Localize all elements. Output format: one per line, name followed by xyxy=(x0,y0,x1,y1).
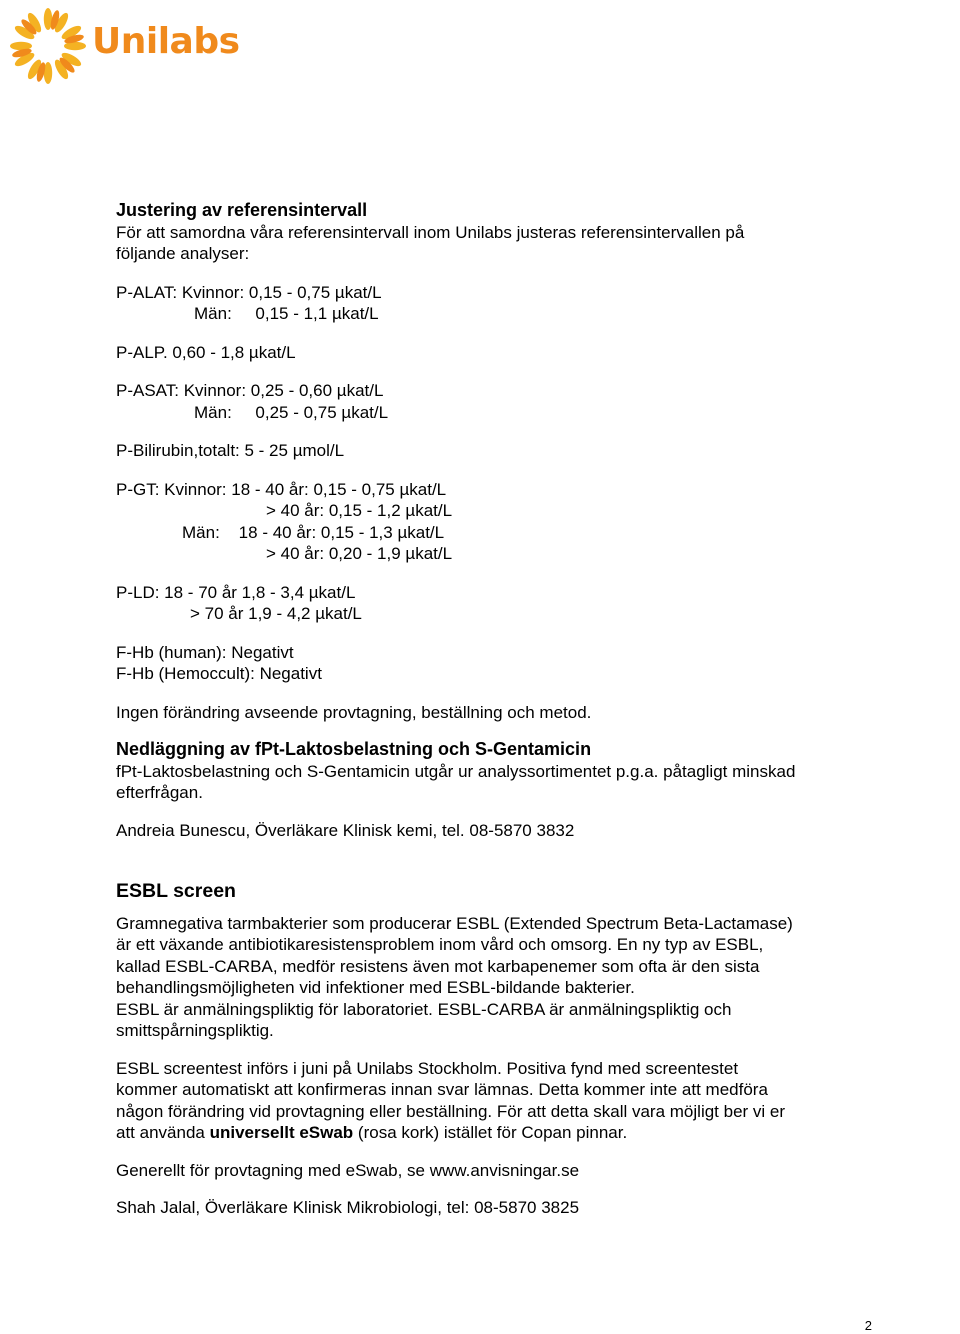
fhb-human: F-Hb (human): Negativt xyxy=(116,642,294,662)
discontinued-body: fPt-Laktosbelastning och S-Gentamicin utgår ur analyssortimentet p.g.a. påtagligt minskad xyxy=(116,761,796,781)
esbl-paragraph-line: kallad ESBL-CARBA, medför resistens även mot karbapenemer som ofta är den sista xyxy=(116,956,760,976)
gt-men-over-40: > 40 år: 0,20 - 1,9 µkat/L xyxy=(266,544,453,563)
signature-clinical-chemistry: Andreia Bunescu, Överläkare Klinisk kemi, tel. 08-5870 3832 xyxy=(116,820,575,840)
intro-line: följande analyser: xyxy=(116,244,250,263)
esbl-paragraph-line: Gramnegativa tarmbakterier som producerar ESBL (Extended Spectrum Beta-Lactamase) xyxy=(116,913,793,933)
ld-over-70: > 70 år 1,9 - 4,2 µkat/L xyxy=(190,604,362,623)
intro-line: För att samordna våra referensintervall inom Unilabs justeras referensintervallen på xyxy=(116,222,745,242)
page-number: 2 xyxy=(864,1318,872,1333)
section-title-reference-intervals: Justering av referensintervall xyxy=(116,200,368,220)
asat-women: P-ASAT: Kvinnor: 0,25 - 0,60 µkat/L xyxy=(116,381,384,400)
text-run: att använda xyxy=(116,1123,210,1142)
esbl-paragraph-line: ESBL är anmälningspliktig för laboratoriet. ESBL-CARBA är anmälningspliktig och xyxy=(116,999,732,1019)
alat-men: Män: 0,15 - 1,1 µkat/L xyxy=(194,304,379,323)
document-body xyxy=(116,200,896,1219)
alp-value: P-ALP. 0,60 - 1,8 µkat/L xyxy=(116,342,296,362)
bilirubin-value: P-Bilirubin,totalt: 5 - 25 µmol/L xyxy=(116,441,345,460)
text-run: (rosa kork) istället för Copan pinnar. xyxy=(353,1123,628,1142)
discontinued-body: efterfrågan. xyxy=(116,783,203,802)
alat-women: P-ALAT: Kvinnor: 0,15 - 0,75 µkat/L xyxy=(116,282,382,302)
fhb-hemoccult: F-Hb (Hemoccult): Negativt xyxy=(116,664,322,683)
ld-18-70: P-LD: 18 - 70 år 1,8 - 3,4 µkat/L xyxy=(116,582,356,602)
esbl-paragraph-line: smittspårningspliktig. xyxy=(116,1021,274,1040)
no-change-note: Ingen förändring avseende provtagning, beställning och metod. xyxy=(116,702,592,722)
esbl-paragraph-line: är ett växande antibiotikaresistensproblem inom vård och omsorg. En ny typ av ESBL, xyxy=(116,935,764,954)
esbl-screentest-line: ESBL screentest införs i juni på Unilabs Stockholm. Positiva fynd med screentestet xyxy=(116,1058,739,1078)
section-title-esbl: ESBL screen xyxy=(116,880,236,902)
esbl-screentest-line: någon förändring vid provtagning eller beställning. För att detta skall vara möjligt ber vi er xyxy=(116,1101,786,1121)
gt-women-18-40: P-GT: Kvinnor: 18 - 40 år: 0,15 - 0,75 µkat/L xyxy=(116,479,447,499)
asat-men: Män: 0,25 - 0,75 µkat/L xyxy=(194,402,389,422)
esbl-paragraph-line: behandlingsmöjligheten vid infektioner med ESBL-bildande bakterier. xyxy=(116,978,635,997)
section-title-discontinued: Nedläggning av fPt-Laktosbelastning och S-Gentamicin xyxy=(116,739,592,759)
esbl-screentest-line xyxy=(116,1122,896,1144)
esbl-screentest-line: kommer automatiskt att konfirmeras innan svar lämnas. Detta kommer inte att medföra xyxy=(116,1080,768,1099)
eswab-sampling-note: Generellt för provtagning med eSwab, se www.anvisningar.se xyxy=(116,1160,580,1180)
eswab-emphasis: universellt eSwab xyxy=(209,1123,354,1142)
gt-women-over-40: > 40 år: 0,15 - 1,2 µkat/L xyxy=(266,501,453,520)
brand-name: Unilabs xyxy=(92,21,240,62)
unilabs-logo xyxy=(8,6,248,86)
gt-men-18-40: Män: 18 - 40 år: 0,15 - 1,3 µkat/L xyxy=(182,522,445,542)
signature-microbiology: Shah Jalal, Överläkare Klinisk Mikrobiologi, tel: 08-5870 3825 xyxy=(116,1198,580,1217)
sun-logo-icon xyxy=(8,6,88,86)
